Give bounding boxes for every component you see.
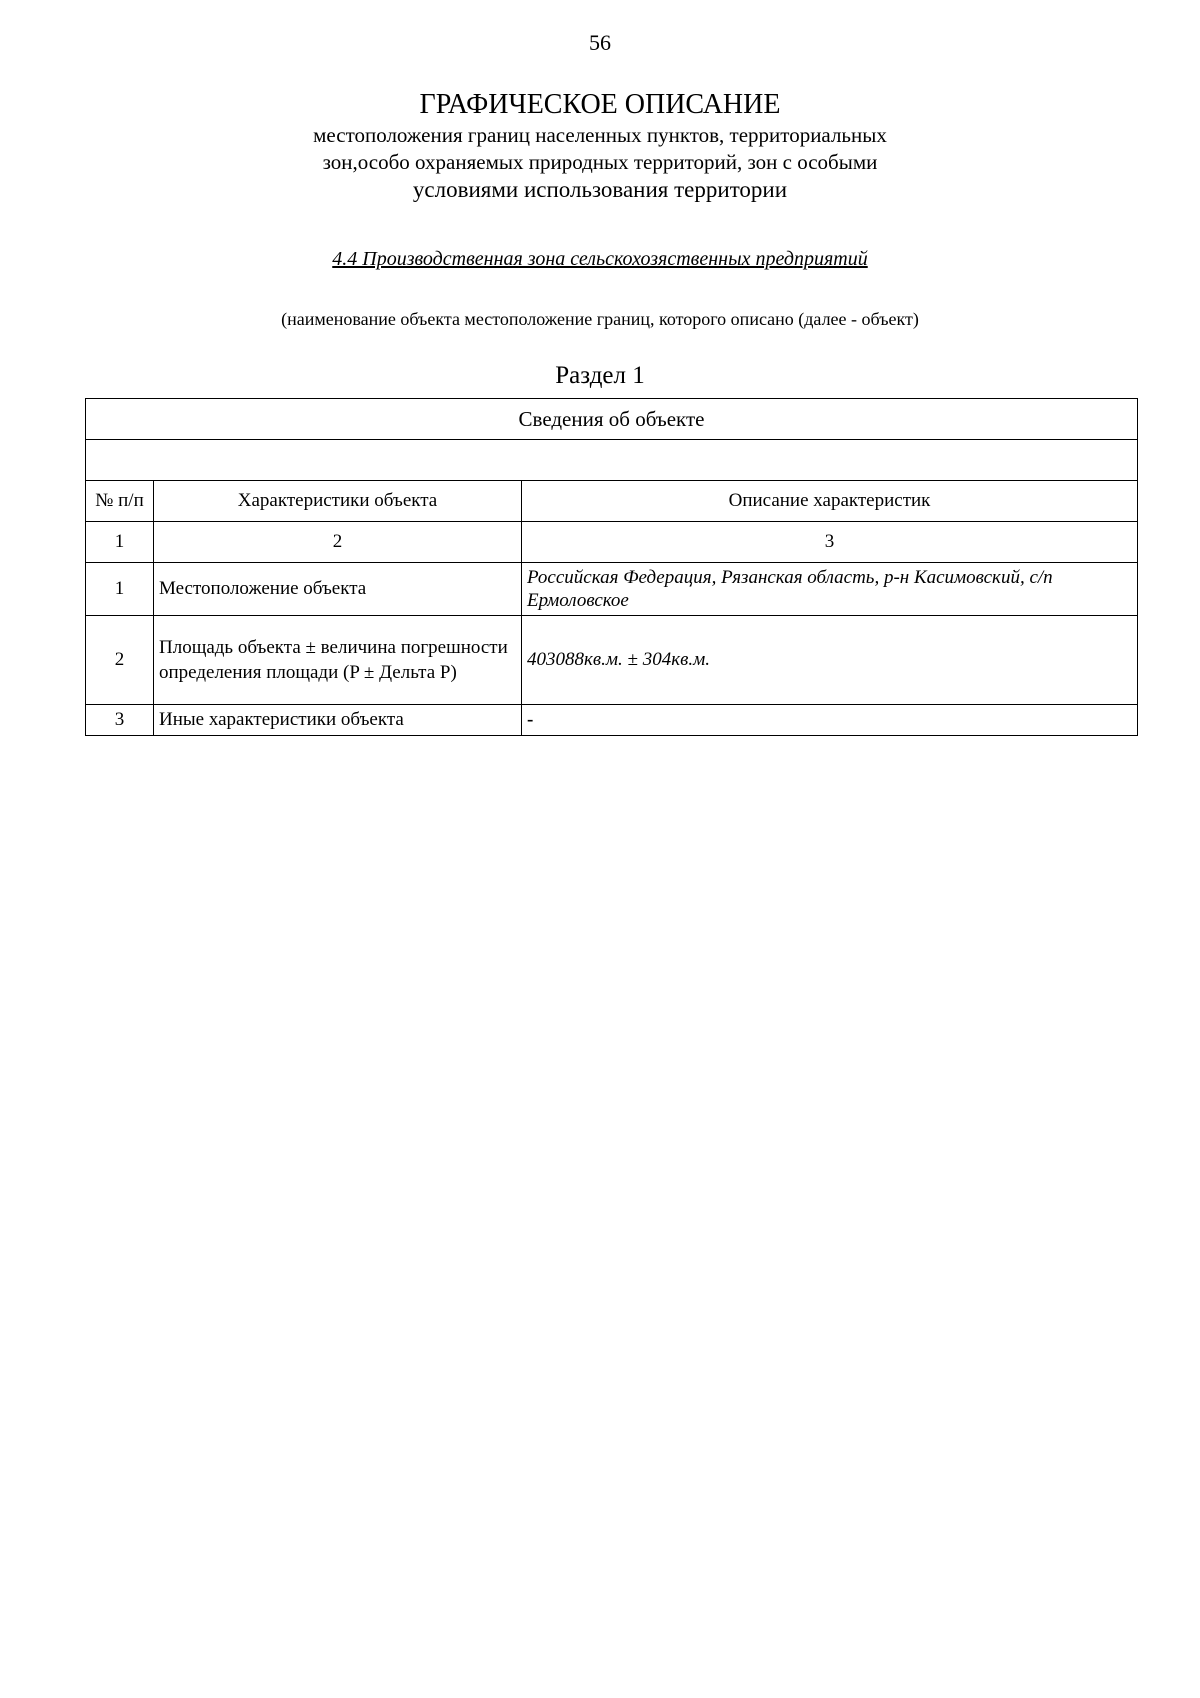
column-header-description: Описание характеристик [522,481,1138,522]
column-number: 3 [522,522,1138,563]
table-row [86,705,1138,736]
column-number: 1 [86,522,154,563]
table-header: Сведения об объекте [86,399,1138,440]
subtitle-line: условиями использования территории [412,177,788,202]
row-number: 1 [86,563,154,616]
row-description: - [522,705,1138,736]
table-row [86,616,1138,705]
section-title: Раздел 1 [555,362,645,389]
table-header-row [86,399,1138,440]
subtitle-line: местоположения границ населенных пунктов, территориальных [313,123,887,147]
object-caption: (наименование объекта местоположение границ, которого описано (далее - объект) [281,309,919,329]
row-description: Российская Федерация, Рязанская область, р-н Касимовский, с/п Ермоловское [522,563,1138,616]
object-info-table [85,398,1138,736]
row-description: 403088кв.м. ± 304кв.м. [522,616,1138,705]
column-number: 2 [154,522,522,563]
column-header-characteristic: Характеристики объекта [154,481,522,522]
column-numbers-row [86,522,1138,563]
page-number: 56 [589,30,611,55]
column-headers-row [86,481,1138,522]
subtitle-line: зон,особо охраняемых природных территорий, зон с особыми [322,150,878,174]
row-number: 3 [86,705,154,736]
row-characteristic: Площадь объекта ± величина погрешности определения площади (P ± Дельта P) [154,616,522,705]
object-name: 4.4 Производственная зона сельскохозяственных предприятий [332,248,868,270]
table-empty-row [86,440,1138,481]
column-header-number: № п/п [86,481,154,522]
table-row [86,563,1138,616]
empty-cell [86,440,1138,481]
row-number: 2 [86,616,154,705]
row-characteristic: Местоположение объекта [154,563,522,616]
document-subtitle [0,122,1200,203]
row-characteristic: Иные характеристики объекта [154,705,522,736]
document-title: ГРАФИЧЕСКОЕ ОПИСАНИЕ [419,89,781,120]
